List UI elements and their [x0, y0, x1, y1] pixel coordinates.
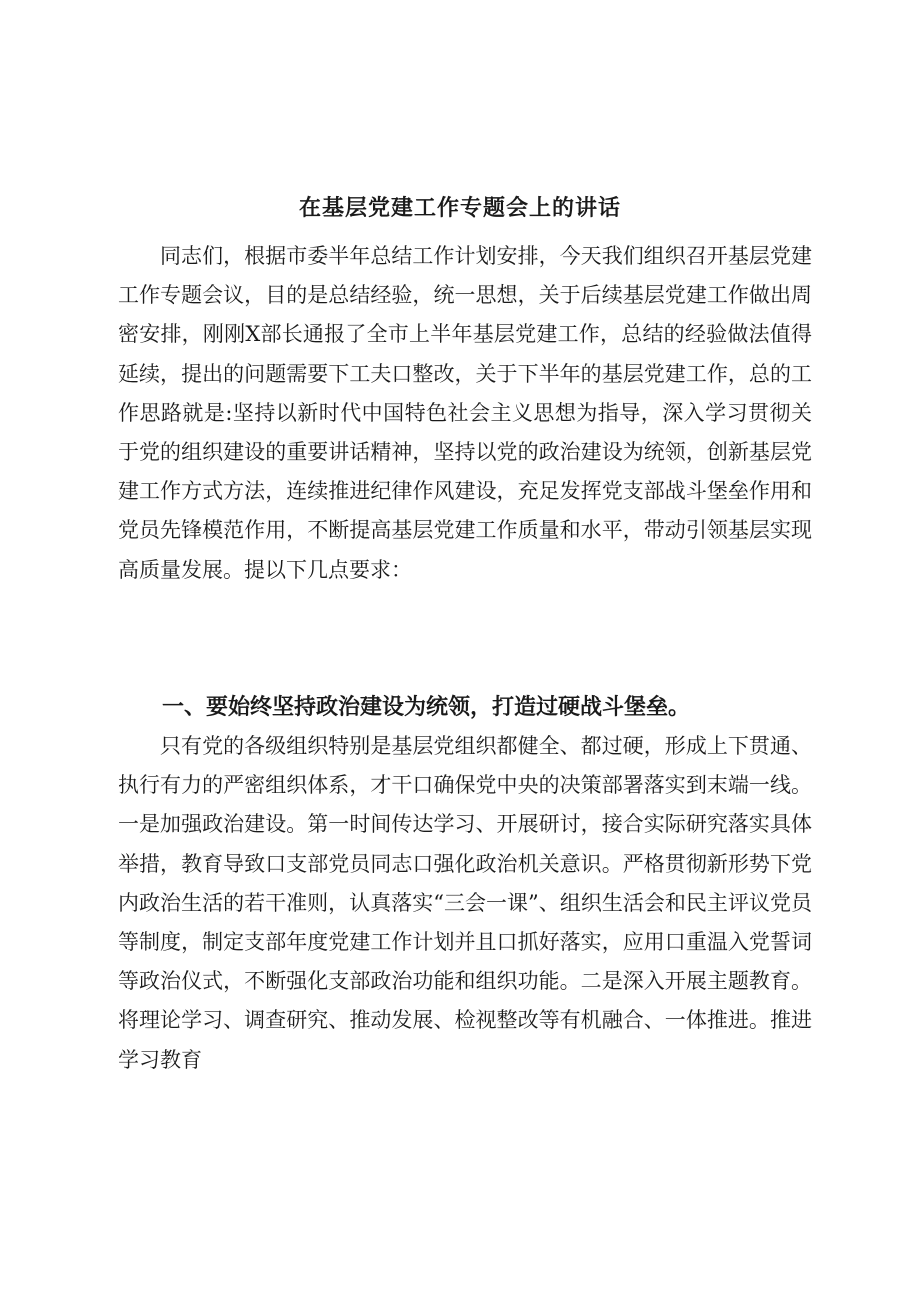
section-paragraph: 只有党的各级组织特别是基层党组织都健全、都过硬，形成上下贯通、执行有力的严密组织体系，才干口确保党中央的决策部署落实到末端一线。一是加强政治建设。第一时间传达学习、开展研讨，接合实际研究落实具体举措，教育导致口支部党员同志口强化政治机关意识。严格贯彻新形势下党内政治生活的若干准则，认真落实“三会一课”、组织生活会和民主评议党员等制度，制定支部年度党建工作计划并且口抓好落实，应用口重温入党誓词等政治仪式，不断强化支部政治功能和组织功能。二是深入开展主题教育。将理论学习、调查研究、推动发展、检视整改等有机融合、一体推进。推进学习教育: [118, 734, 812, 1072]
section-heading: 一、要始终坚持政治建设为统领，打造过硬战斗堡垒。: [162, 695, 691, 720]
intro-paragraph: 同志们，根据市委半年总结工作计划安排，今天我们组织召开基层党建工作专题会议，目的是总结经验，统一思想，关于后续基层党建工作做出周密安排，刚刚X部长通报了全市上半年基层党建工作，总结的经验做法值得延续，提出的问题需要下工夫口整改，关于下半年的基层党建工作，总的工作思路就是:坚持以新时代中国特色社会主义思想为指导，深入学习贯彻关于党的组织建设的重要讲话精神，坚持以党的政治建设为统领，创新基层党建工作方式方法，连续推进纪律作风建设，充足发挥党支部战斗堡垒作用和党员先锋模范作用，不断提高基层党建工作质量和水平，带动引领基层实现高质量发展。提以下几点要求：: [118, 244, 812, 582]
document-title: 在基层党建工作专题会上的讲话: [298, 196, 621, 221]
